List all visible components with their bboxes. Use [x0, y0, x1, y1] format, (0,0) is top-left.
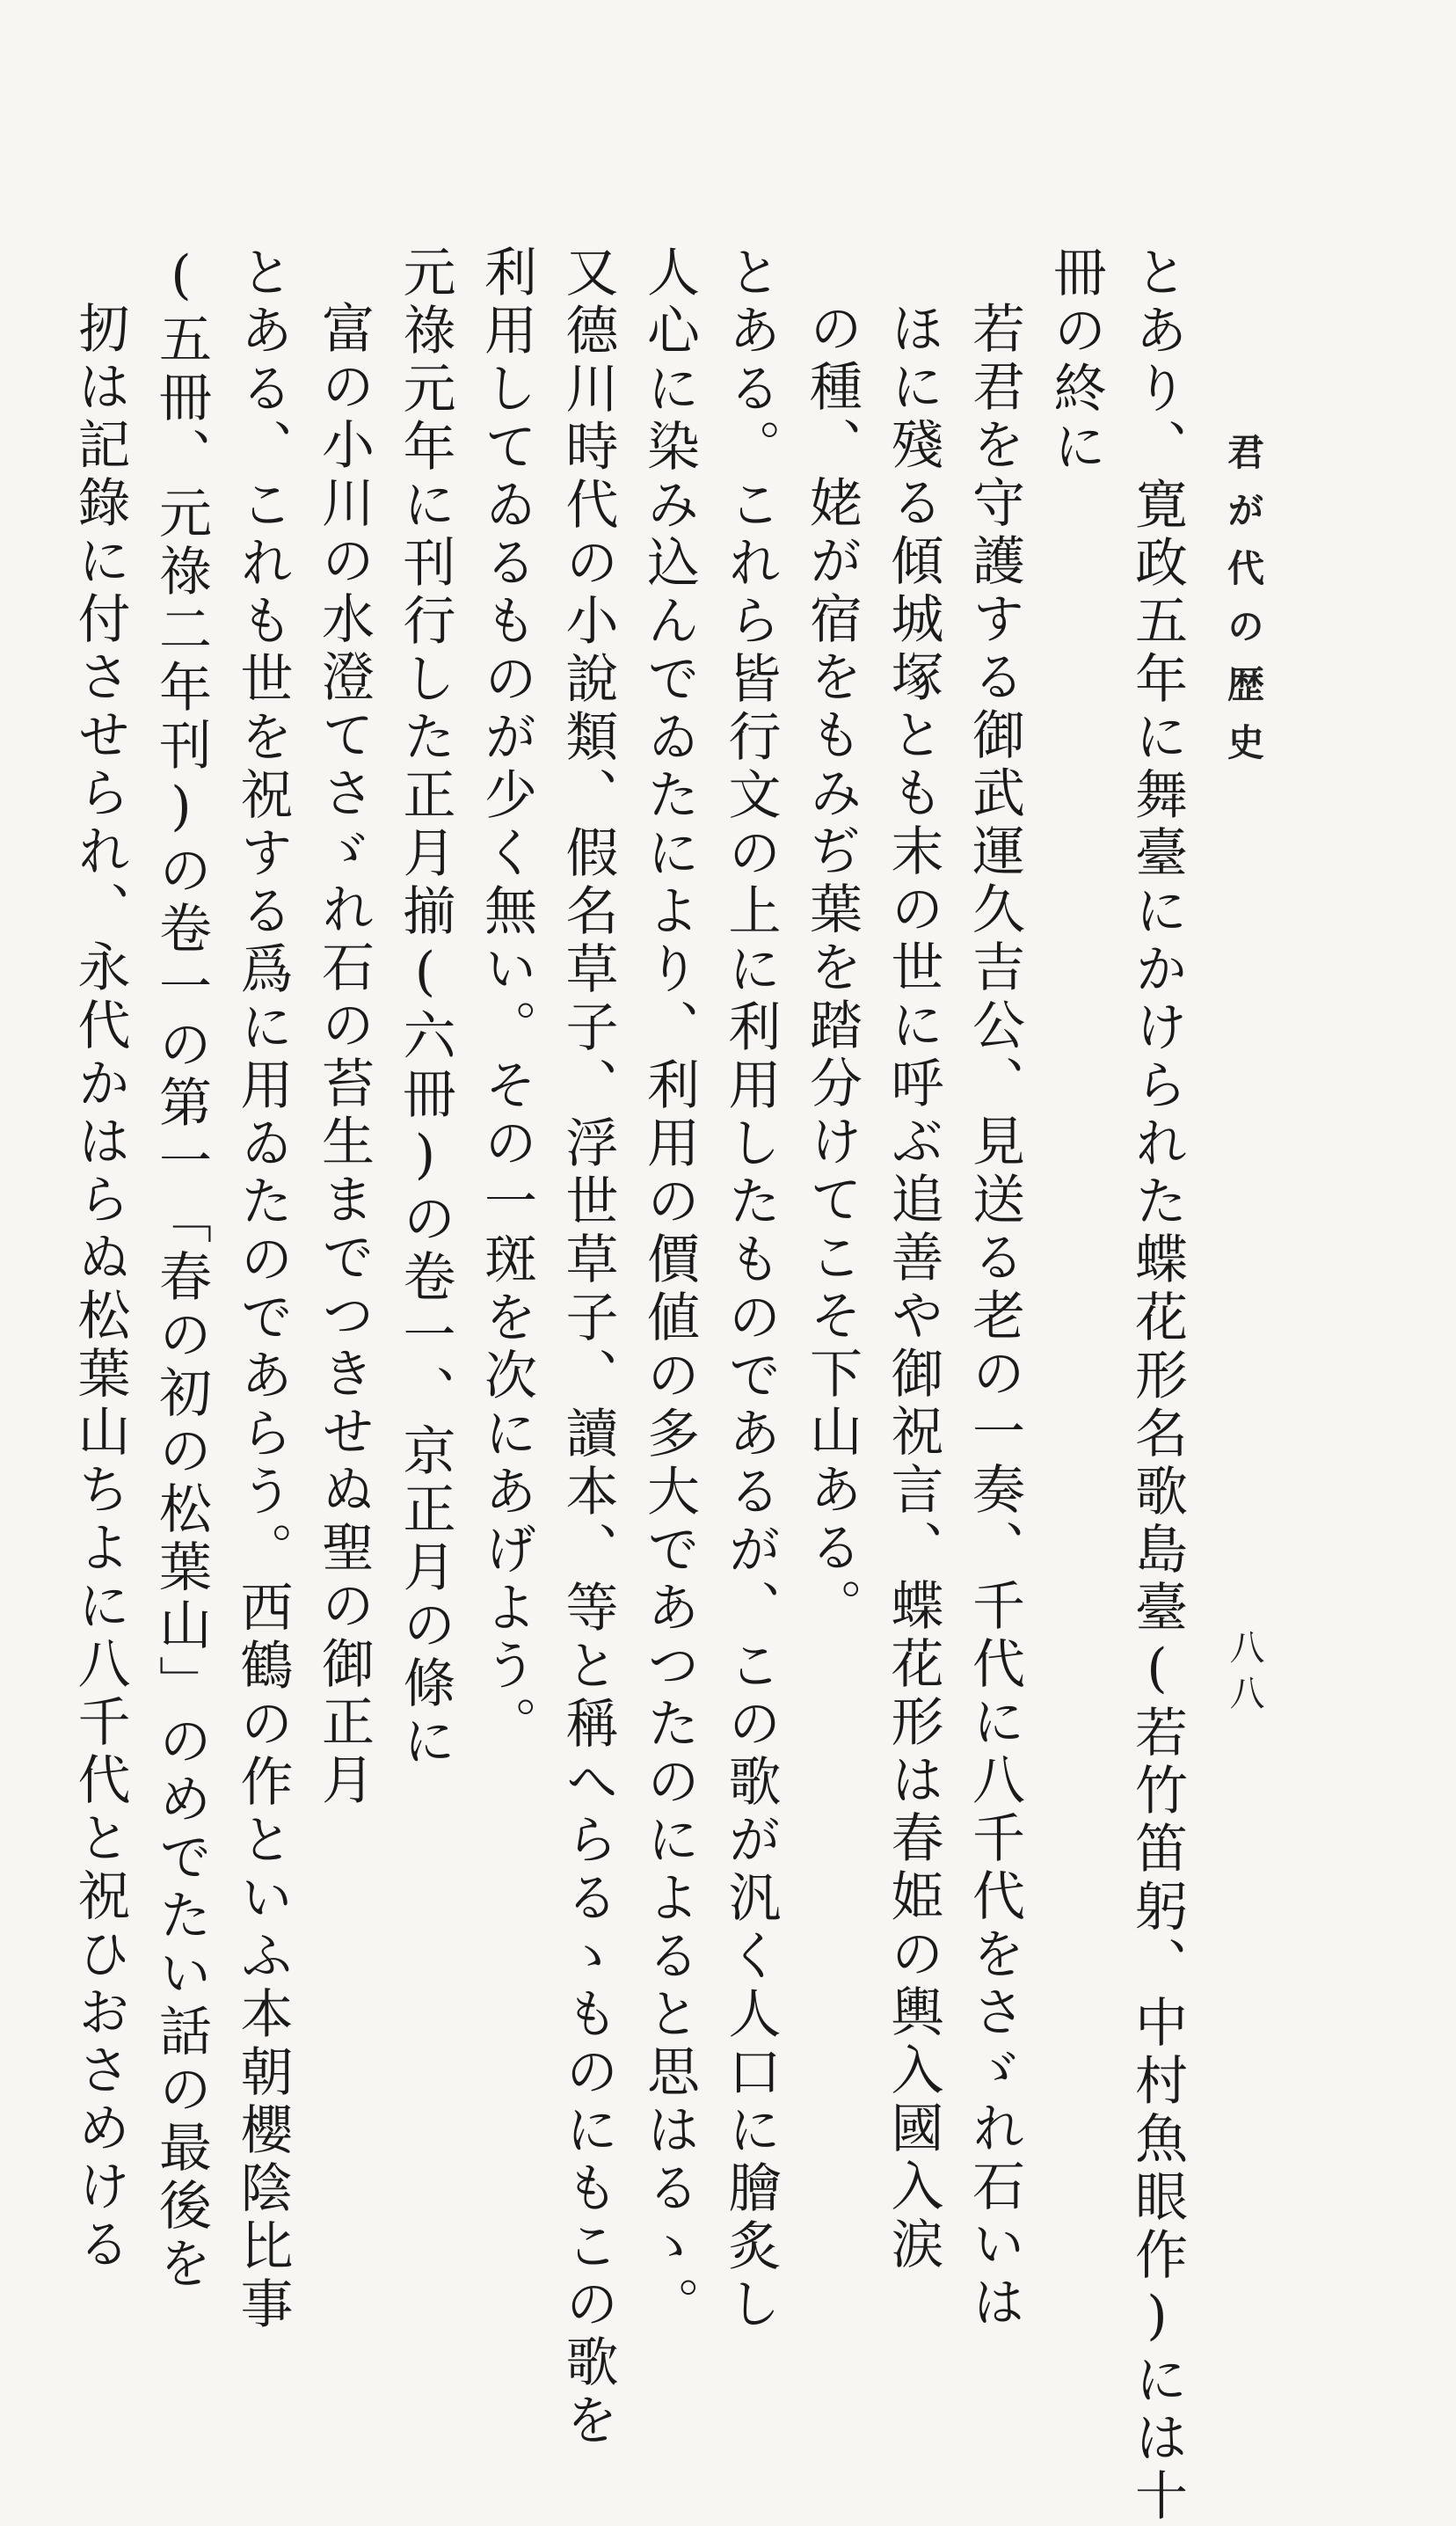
- quote-column: 扨は記錄に付させられ、永代かはらぬ松葉山ちよに八千代と祝ひおさめける: [69, 301, 131, 2274]
- quote-column: ほに殘る傾城塚とも末の世に呼ぶ追善や御祝言、蝶花形は春姫の輿入國入涙: [882, 301, 944, 2274]
- quote-column: 若君を守護する御武運久吉公、見送る老の一奏、千代に八千代をさゞれ石いは: [964, 301, 1025, 2333]
- text-column: 利用してゐるものが少く無い。その一斑を次にあげよう。: [476, 245, 537, 1754]
- vertical-body-text: [69, 245, 1198, 2526]
- text-column: 人心に染み込んでゐたにより、利用の價値の多大であつたのによると思はるゝ。: [638, 245, 700, 2334]
- running-head-title: 君が代の歴史: [1222, 433, 1265, 781]
- text-column: とある。これら皆行文の上に利用したものであるが、この歌が汎く人口に膾炙し: [719, 245, 782, 2334]
- quote-column: 富の小川の水澄てさゞれ石の苔生までつきせぬ聖の御正月: [313, 301, 375, 1810]
- quote-column: の種、姥が宿をもみぢ葉を踏分けてこそ下山ある。: [801, 301, 863, 1636]
- text-column: (五冊、元祿二年刊)の卷一の第一「春の初の松葉山」のめでたい話の最後を: [150, 245, 212, 2294]
- text-column: 冊の終に: [1045, 245, 1107, 477]
- text-column: 元祿元年に刊行した正月揃(六冊)の卷一、京正月の條に: [394, 245, 456, 1771]
- page-number: 八八: [1224, 1629, 1264, 1720]
- text-column: とある、これも世を祝する爲に用ゐたのであらう。西鶴の作といふ本朝櫻陰比事: [231, 245, 294, 2334]
- text-column: 又德川時代の小說類、假名草子、浮世草子、讀本、等と稱へらるゝものにもこの歌を: [557, 245, 619, 2450]
- text-column: とあり、寛政五年に舞臺にかけられた蝶花形名歌島臺(若竹笛躬、中村魚眼作)には十: [1126, 245, 1188, 2526]
